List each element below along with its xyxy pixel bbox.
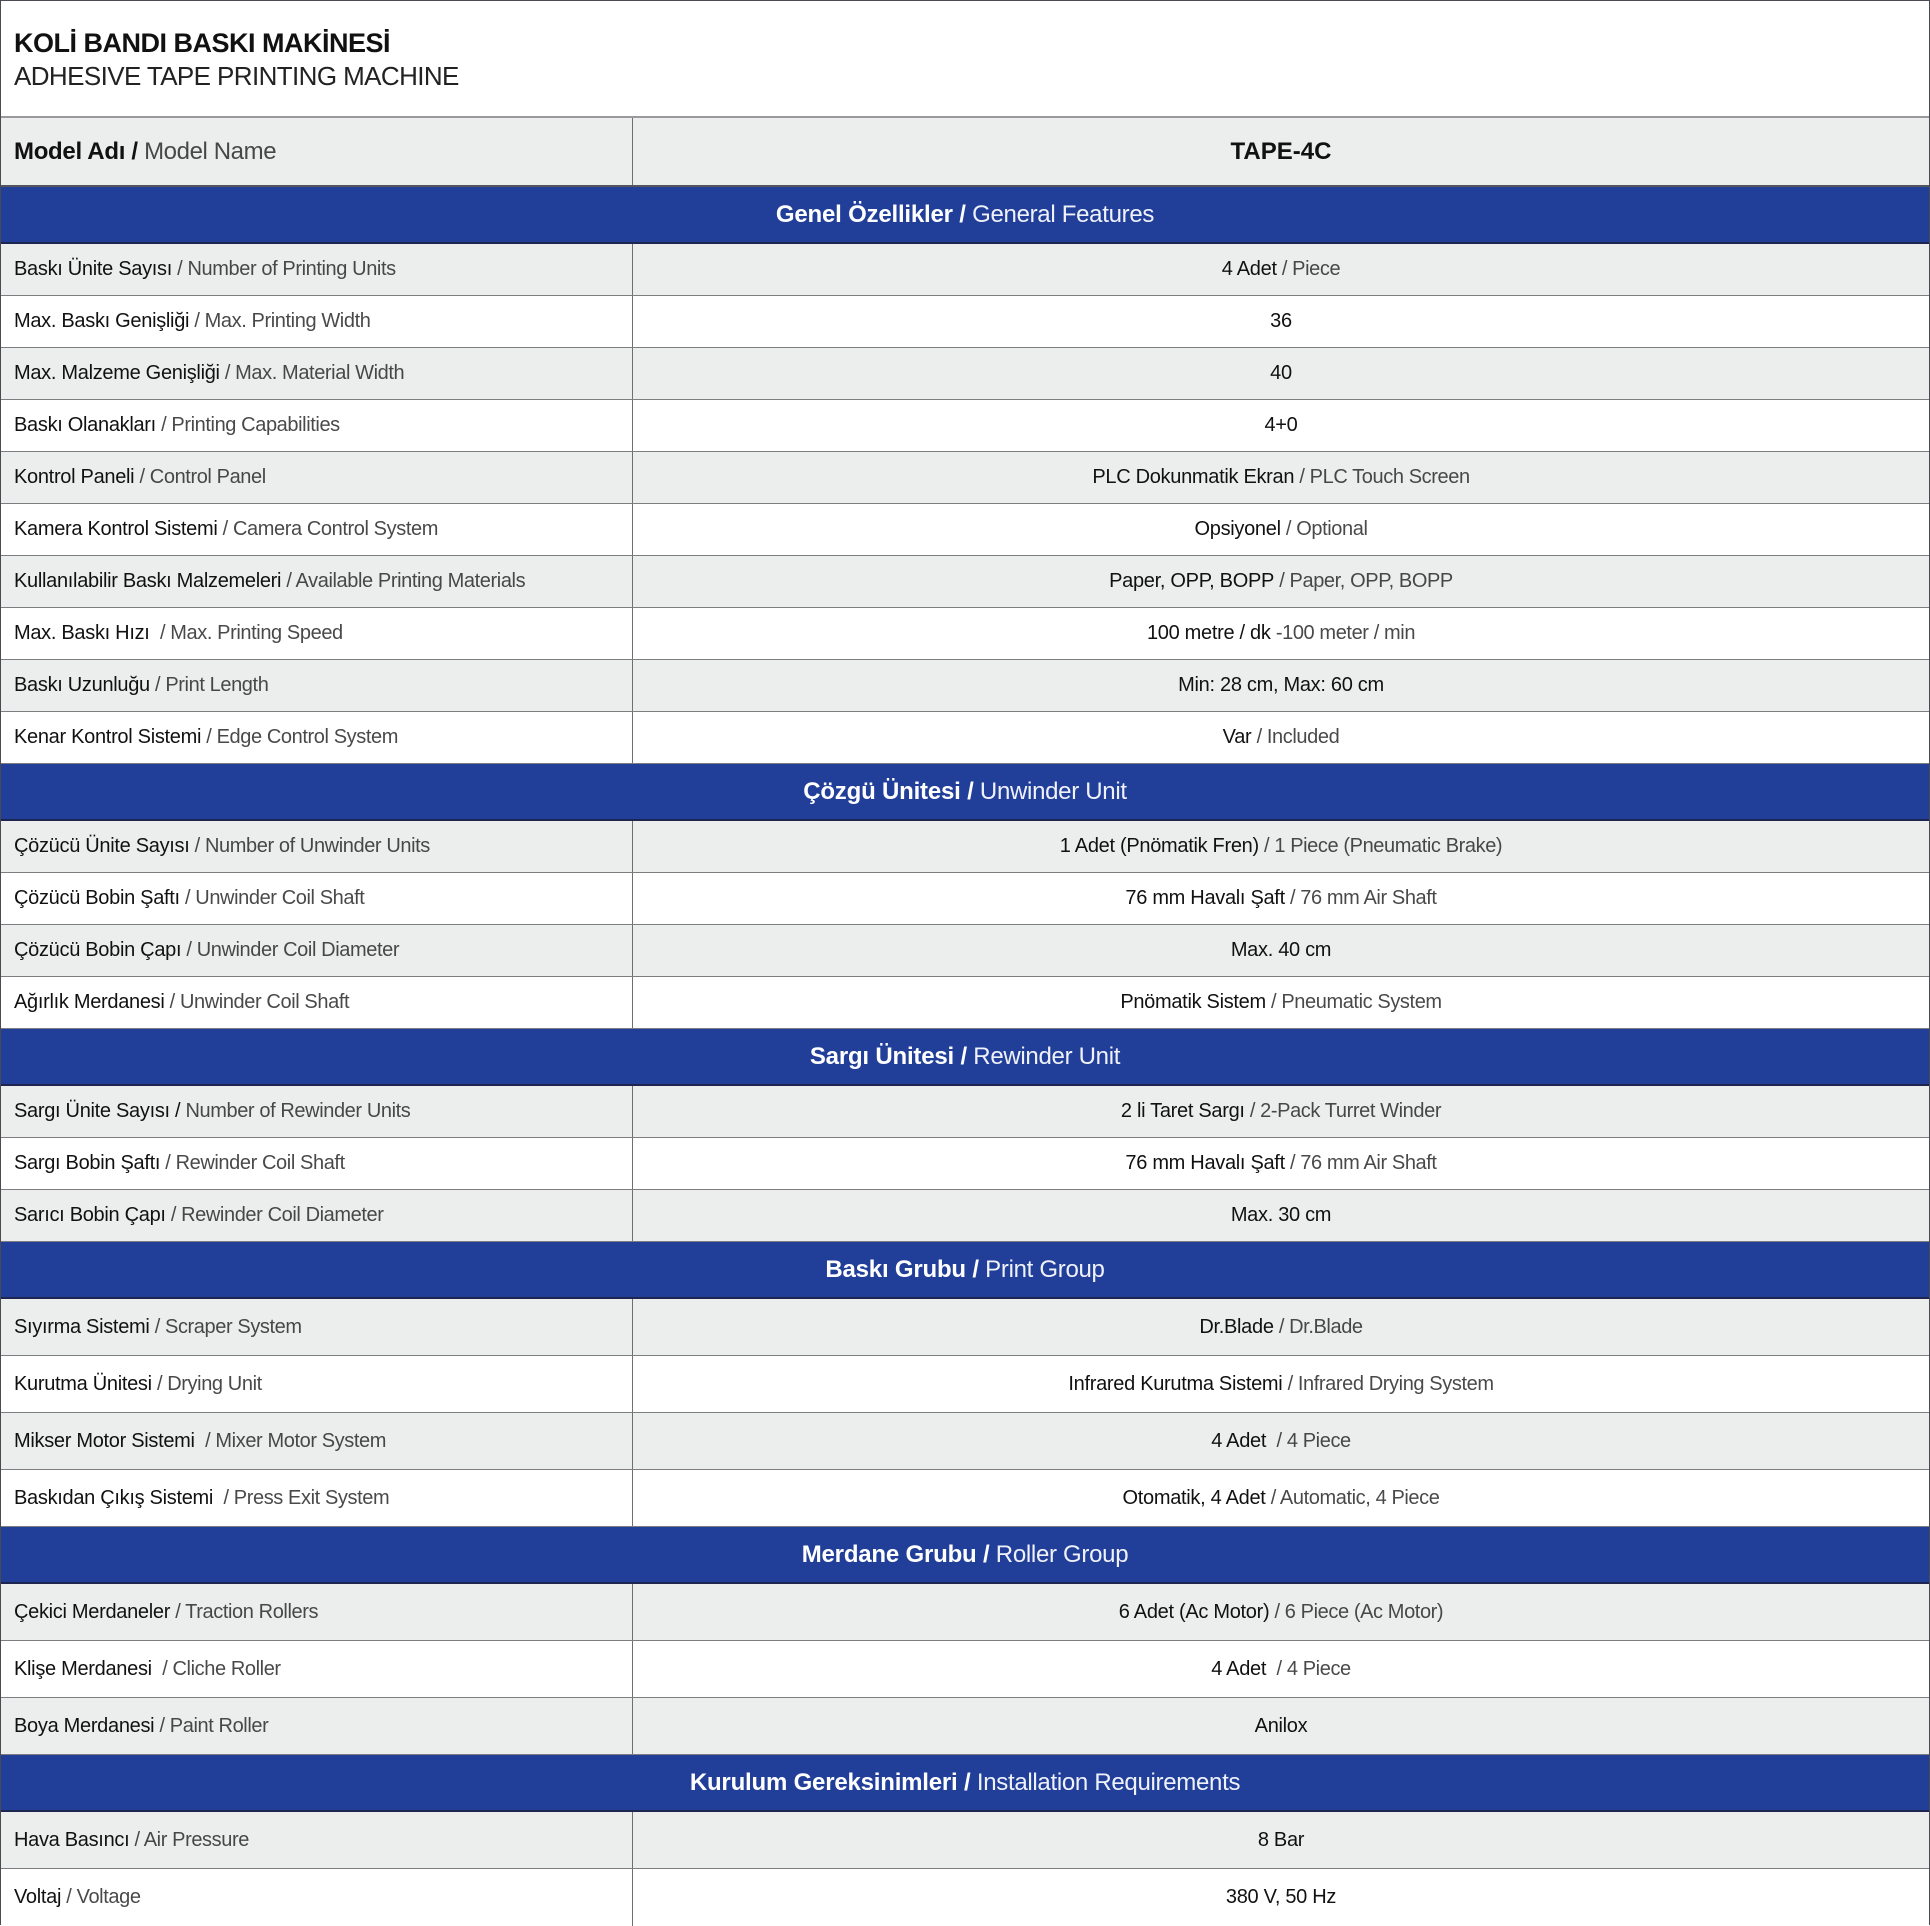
spec-value <box>633 1641 1929 1697</box>
spec-label <box>1 977 633 1028</box>
spec-value-tr: Opsiyonel <box>1194 518 1281 540</box>
section-header <box>1 187 1929 244</box>
table-row <box>1 925 1929 977</box>
spec-label <box>1 1356 633 1412</box>
spec-label-tr: Çözücü Bobin Çapı <box>14 939 182 961</box>
spec-value-tr: 76 mm Havalı Şaft <box>1125 1152 1285 1174</box>
spec-label <box>1 1413 633 1469</box>
spec-value <box>633 504 1929 555</box>
spec-label-en: / Mixer Motor System <box>199 1429 387 1452</box>
section-header <box>1 1242 1929 1299</box>
model-label-tr: Model Adı / <box>14 137 138 165</box>
table-row <box>1 660 1929 712</box>
spec-value-tr: Anilox <box>1254 1714 1308 1737</box>
section-title-en: Roller Group <box>989 1540 1129 1568</box>
spec-label-tr: Baskıdan Çıkış Sistemi <box>14 1486 219 1509</box>
spec-value <box>633 400 1929 451</box>
spec-label-en: / Camera Control System <box>217 518 438 540</box>
spec-value-en: / 76 mm Air Shaft <box>1284 1152 1437 1174</box>
section-title-en: Print Group <box>978 1255 1105 1283</box>
table-row <box>1 1138 1929 1190</box>
section-title-en: Unwinder Unit <box>973 777 1127 805</box>
table-row <box>1 1299 1929 1356</box>
spec-value-tr: 4 Adet <box>1221 258 1277 280</box>
spec-label <box>1 1299 633 1355</box>
spec-label <box>1 660 633 711</box>
spec-label-tr: Kullanılabilir Baskı Malzemeleri <box>14 570 282 592</box>
spec-label <box>1 244 633 295</box>
spec-value-tr: PLC Dokunmatik Ekran <box>1092 466 1295 488</box>
spec-value-tr: Pnömatik Sistem <box>1120 991 1266 1013</box>
spec-label-tr: Baskı Ünite Sayısı <box>14 258 172 280</box>
model-label-en: Model Name <box>137 137 277 165</box>
section-title-tr: Sargı Ünitesi / <box>809 1042 967 1070</box>
spec-label <box>1 1812 633 1868</box>
spec-label <box>1 1641 633 1697</box>
spec-value-en: / Dr.Blade <box>1273 1315 1363 1338</box>
spec-value <box>633 1584 1929 1640</box>
spec-label-en: / Rewinder Coil Diameter <box>165 1204 384 1226</box>
table-row <box>1 556 1929 608</box>
table-row <box>1 977 1929 1029</box>
section-title-en: Rewinder Unit <box>966 1042 1121 1070</box>
spec-label-tr: Boya Merdanesi <box>14 1714 155 1737</box>
section-title-tr: Genel Özellikler / <box>775 200 966 228</box>
spec-value-en: / Paper, OPP, BOPP <box>1274 570 1453 592</box>
spec-label-en: / Printing Capabilities <box>155 414 340 436</box>
spec-label-en: / Voltage <box>61 1886 141 1908</box>
spec-value-tr: Max. 40 cm <box>1230 939 1332 961</box>
spec-value-tr: 100 metre / dk <box>1146 622 1276 644</box>
spec-value <box>633 977 1929 1028</box>
table-row <box>1 1584 1929 1641</box>
spec-label <box>1 452 633 503</box>
table-row <box>1 1698 1929 1755</box>
spec-label-en: / Unwinder Coil Shaft <box>164 991 350 1013</box>
spec-label-en: / Max. Printing Width <box>189 310 371 332</box>
spec-label <box>1 1138 633 1189</box>
spec-value <box>633 1470 1929 1526</box>
table-row <box>1 1869 1929 1926</box>
document-header <box>1 1 1929 118</box>
table-row <box>1 400 1929 452</box>
spec-label <box>1 1698 633 1754</box>
spec-label-tr: Kenar Kontrol Sistemi <box>14 726 202 748</box>
spec-label-tr: Baskı Uzunluğu <box>14 674 150 696</box>
spec-label <box>1 348 633 399</box>
spec-label-en: / Number of Unwinder Units <box>189 835 430 857</box>
spec-label <box>1 1086 633 1137</box>
spec-label-tr: Sıyırma Sistemi <box>14 1315 150 1338</box>
spec-value <box>633 452 1929 503</box>
spec-value <box>633 1413 1929 1469</box>
spec-value-tr: Infrared Kurutma Sistemi <box>1068 1372 1283 1395</box>
spec-value <box>633 873 1929 924</box>
spec-value <box>633 1138 1929 1189</box>
spec-label <box>1 712 633 763</box>
spec-label-en: / Drying Unit <box>151 1372 262 1395</box>
spec-label-en: / Edge Control System <box>201 726 398 748</box>
table-row <box>1 1190 1929 1242</box>
spec-value <box>633 1299 1929 1355</box>
spec-label <box>1 1869 633 1926</box>
spec-label-tr: Voltaj <box>14 1886 62 1908</box>
spec-label <box>1 821 633 872</box>
spec-value <box>633 1356 1929 1412</box>
spec-value-en: / Pneumatic System <box>1265 991 1442 1013</box>
spec-label <box>1 873 633 924</box>
table-row <box>1 1641 1929 1698</box>
spec-label <box>1 1584 633 1640</box>
spec-value-tr: Paper, OPP, BOPP <box>1109 570 1275 592</box>
section-header <box>1 1755 1929 1812</box>
section-header <box>1 1029 1929 1086</box>
spec-label <box>1 1470 633 1526</box>
model-row <box>1 118 1929 187</box>
spec-value-tr: 4 Adet <box>1211 1429 1272 1452</box>
spec-value <box>633 1812 1929 1868</box>
spec-value-en: -100 meter / min <box>1275 622 1416 644</box>
document-subtitle: ADHESIVE TAPE PRINTING MACHINE <box>14 61 459 91</box>
spec-label-tr: Ağırlık Merdanesi <box>14 991 165 1013</box>
spec-value-en: / 4 Piece <box>1271 1657 1351 1680</box>
table-row <box>1 296 1929 348</box>
table-row <box>1 452 1929 504</box>
spec-value-en: / Automatic, 4 Piece <box>1265 1486 1440 1509</box>
spec-label <box>1 296 633 347</box>
spec-label-tr: Çözücü Bobin Şaftı <box>14 887 180 909</box>
section-title-en: General Features <box>965 200 1155 228</box>
spec-label-en: / Traction Rollers <box>170 1600 319 1623</box>
table-row <box>1 244 1929 296</box>
spec-value <box>633 660 1929 711</box>
spec-value-en: / PLC Touch Screen <box>1294 466 1470 488</box>
spec-label <box>1 1190 633 1241</box>
spec-value <box>633 348 1929 399</box>
model-label <box>1 118 633 185</box>
spec-value-tr: 6 Adet (Ac Motor) <box>1118 1600 1270 1623</box>
table-row <box>1 1086 1929 1138</box>
spec-value-en: / 76 mm Air Shaft <box>1284 887 1437 909</box>
section-title-tr: Çözgü Ünitesi / <box>803 777 974 805</box>
section-title-en: Installation Requirements <box>970 1768 1241 1796</box>
spec-label-en: / Available Printing Materials <box>281 570 526 592</box>
spec-value <box>633 1190 1929 1241</box>
section-header <box>1 1527 1929 1584</box>
spec-label-tr: Max. Baskı Hızı <box>14 622 155 644</box>
spec-label-tr: Sarıcı Bobin Çapı <box>14 1204 166 1226</box>
spec-value-en: / 6 Piece (Ac Motor) <box>1269 1600 1444 1623</box>
spec-label-tr: Çözücü Ünite Sayısı <box>14 835 190 857</box>
spec-label <box>1 504 633 555</box>
document-title: KOLİ BANDI BASKI MAKİNESİ <box>14 28 391 58</box>
spec-label-tr: Kurutma Ünitesi <box>14 1372 152 1395</box>
spec-label-tr: Klişe Merdanesi <box>14 1657 158 1680</box>
table-row <box>1 1356 1929 1413</box>
spec-value-tr: 2 li Taret Sargı <box>1120 1100 1245 1122</box>
spec-value-tr: Otomatik, 4 Adet <box>1122 1486 1266 1509</box>
spec-value <box>633 1698 1929 1754</box>
spec-label-en: / Press Exit System <box>218 1486 390 1509</box>
spec-label <box>1 400 633 451</box>
spec-value-tr: 76 mm Havalı Şaft <box>1125 887 1285 909</box>
table-row <box>1 712 1929 764</box>
spec-label-en: / Unwinder Coil Diameter <box>181 939 400 961</box>
section-title-tr: Baskı Grubu / <box>825 1255 979 1283</box>
spec-label-en: / Max. Printing Speed <box>154 622 343 644</box>
spec-label-en: / Print Length <box>149 674 269 696</box>
table-row <box>1 608 1929 660</box>
spec-label-en: / Cliche Roller <box>157 1657 281 1680</box>
spec-value-en: / 2-Pack Turret Winder <box>1244 1100 1442 1122</box>
table-row <box>1 1413 1929 1470</box>
spec-value <box>633 296 1929 347</box>
spec-value-tr: 380 V, 50 Hz <box>1225 1886 1337 1908</box>
spec-label-en: Number of Rewinder Units <box>180 1100 411 1122</box>
spec-label-tr: Hava Basıncı <box>14 1828 130 1851</box>
spec-label-en: / Air Pressure <box>129 1828 249 1851</box>
spec-label-en: / Max. Material Width <box>219 362 405 384</box>
spec-label <box>1 556 633 607</box>
spec-value-tr: Dr.Blade <box>1199 1315 1274 1338</box>
spec-label-en: / Paint Roller <box>154 1714 269 1737</box>
table-row <box>1 1812 1929 1869</box>
spec-label-en: / Scraper System <box>149 1315 302 1338</box>
spec-label-tr: Kontrol Paneli <box>14 466 135 488</box>
spec-label-en: / Unwinder Coil Shaft <box>179 887 365 909</box>
spec-label-en: / Control Panel <box>134 466 266 488</box>
spec-value <box>633 1086 1929 1137</box>
spec-label-tr: Kamera Kontrol Sistemi <box>14 518 218 540</box>
spec-label-en: / Rewinder Coil Shaft <box>160 1152 345 1174</box>
spec-value <box>633 556 1929 607</box>
spec-value-tr: 40 <box>1270 362 1292 384</box>
spec-value <box>633 1869 1929 1926</box>
spec-value-en: / 4 Piece <box>1271 1429 1351 1452</box>
table-row <box>1 873 1929 925</box>
section-title-tr: Kurulum Gereksinimleri / <box>689 1768 971 1796</box>
spec-value-en: / Optional <box>1280 518 1368 540</box>
model-value: TAPE-4C <box>1230 137 1332 165</box>
table-row <box>1 504 1929 556</box>
spec-value <box>633 244 1929 295</box>
spec-label <box>1 608 633 659</box>
spec-value-tr: 36 <box>1270 310 1292 332</box>
spec-value-tr: Max. 30 cm <box>1230 1204 1332 1226</box>
section-title-tr: Merdane Grubu / <box>801 1540 990 1568</box>
spec-label-tr: Baskı Olanakları <box>14 414 156 436</box>
spec-value-tr: 1 Adet (Pnömatik Fren) <box>1059 835 1259 857</box>
table-row <box>1 821 1929 873</box>
spec-label-tr: Max. Baskı Genişliği <box>14 310 190 332</box>
spec-value <box>633 925 1929 976</box>
spec-label <box>1 925 633 976</box>
spec-value <box>633 608 1929 659</box>
spec-value-tr: 4 Adet <box>1211 1657 1272 1680</box>
spec-label-en: / Number of Printing Units <box>172 258 396 280</box>
spec-label-tr: Mikser Motor Sistemi <box>14 1429 200 1452</box>
spec-label-tr: Sargı Bobin Şaftı <box>14 1152 161 1174</box>
spec-value-tr: Min: 28 cm, Max: 60 cm <box>1178 674 1384 696</box>
spec-value-tr: 4+0 <box>1264 414 1298 436</box>
spec-label-tr: Çekici Merdaneler <box>14 1600 171 1623</box>
spec-value <box>633 712 1929 763</box>
spec-label-tr: Sargı Ünite Sayısı / <box>14 1100 181 1122</box>
spec-sections <box>1 187 1929 1926</box>
table-row <box>1 348 1929 400</box>
section-header <box>1 764 1929 821</box>
spec-value-en: / Piece <box>1276 258 1341 280</box>
spec-label-tr: Max. Malzeme Genişliği <box>14 362 220 384</box>
spec-value-en: / Infrared Drying System <box>1282 1372 1494 1395</box>
spec-value-tr: Var <box>1222 726 1252 748</box>
table-row <box>1 1470 1929 1527</box>
spec-value-en: / 1 Piece (Pneumatic Brake) <box>1258 835 1503 857</box>
spec-value-tr: 8 Bar <box>1257 1828 1305 1851</box>
spec-value <box>633 821 1929 872</box>
spec-value-en: / Included <box>1251 726 1340 748</box>
